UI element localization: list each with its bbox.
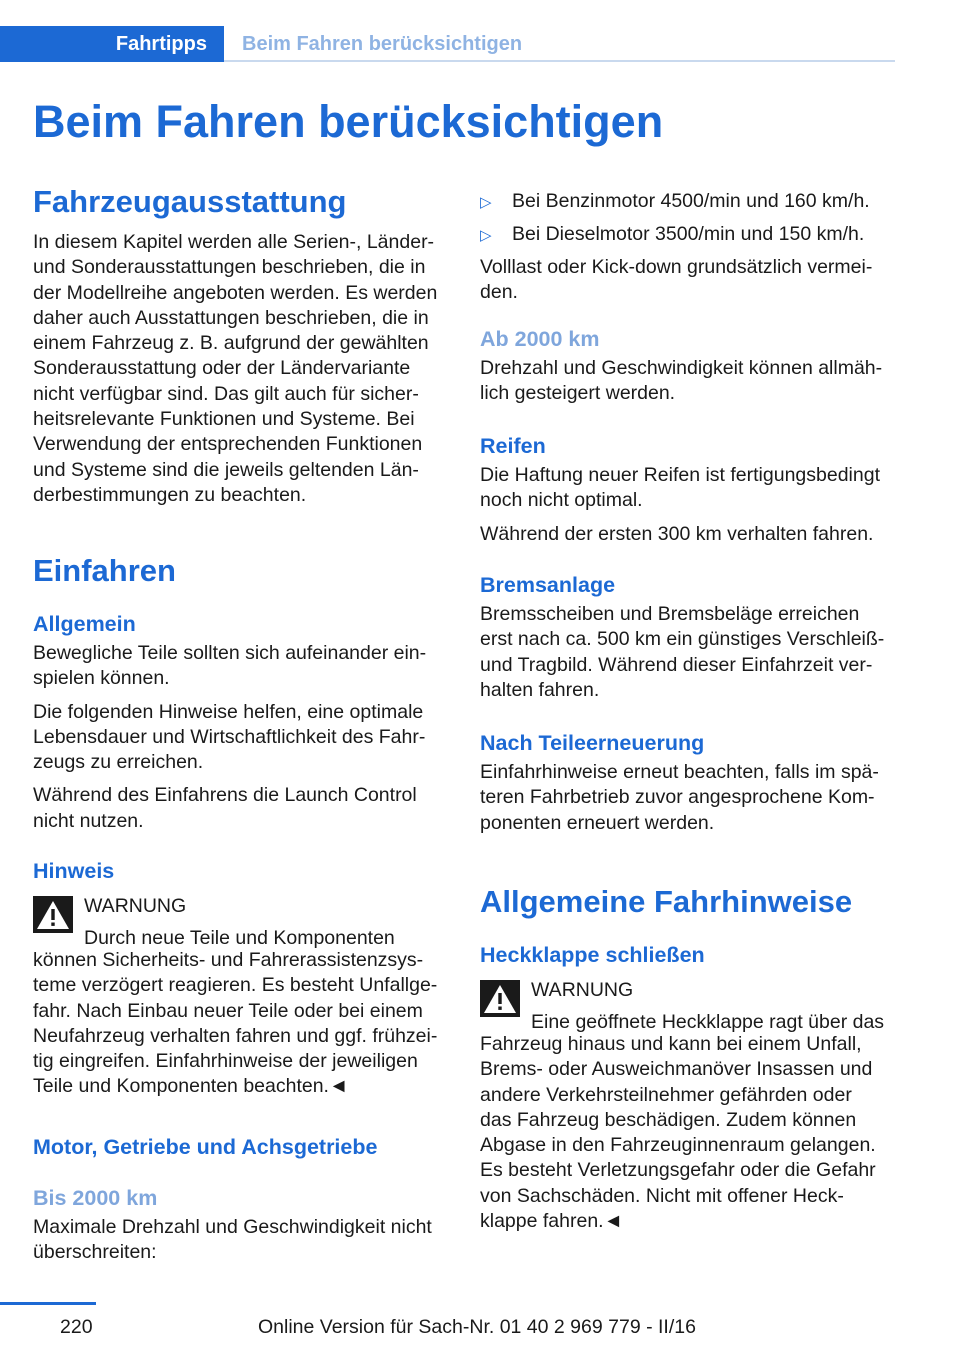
- section-hinweis: [33, 858, 447, 1100]
- text-line: Brems- oder Ausweichmanöver Insassen und: [480, 1058, 873, 1081]
- list-item: [480, 222, 894, 248]
- section-heckklappe: [480, 942, 894, 1234]
- bullet-list: [480, 189, 894, 306]
- text-line: derbestimmungen zu beachten.: [33, 483, 307, 506]
- fahrzeug-text: [33, 230, 447, 508]
- warning-label: [531, 978, 884, 1035]
- text-line: überschreiten:: [33, 1241, 157, 1264]
- text-line: Bremsscheiben und Bremsbeläge erreichen: [480, 603, 860, 625]
- online-version-note: Online Version für Sach-Nr. 01 40 2 969 779 - II/16: [258, 1316, 696, 1338]
- heading-bis2000: Bis 2000 km: [33, 1186, 158, 1210]
- text-line: den.: [480, 281, 518, 304]
- text-line: Verwendung der entsprechenden Funktionen: [33, 433, 423, 456]
- text-line: Fahrzeug hinaus und kann bei einem Unfall,: [480, 1033, 862, 1055]
- text-line: nicht nutzen.: [33, 809, 144, 832]
- bullet-arrow-icon: ▷: [480, 194, 492, 211]
- text-line: Die folgenden Hinweise helfen, eine optimale: [33, 700, 424, 723]
- text-line: Lebensdauer und Wirtschaftlichkeit des Fahr-: [33, 725, 426, 748]
- warning-header: [33, 894, 447, 949]
- text-line: fahr. Nach Einbau neuer Teile oder bei einem: [33, 999, 423, 1022]
- text-line: das Fahrzeug beschädigen. Zudem können: [480, 1108, 857, 1131]
- heading-einfahren: Einfahren: [33, 553, 176, 588]
- text-line: klappe fahren.◄: [480, 1210, 623, 1233]
- text-line: heitsrelevante Funktionen und Systeme. Bei: [33, 408, 415, 431]
- list-item: [480, 189, 894, 215]
- text-line: Volllast oder Kick-down grundsätzlich vermei-: [480, 256, 873, 278]
- warning-icon: [480, 980, 520, 1017]
- warning-title: WARNUNG: [531, 979, 634, 1001]
- text-line: Bewegliche Teile sollten sich aufeinander ein-: [33, 642, 427, 664]
- heading-motor: Motor, Getriebe und Achsgetriebe: [33, 1135, 378, 1159]
- footer-rule: [0, 1302, 96, 1305]
- text-line: von Sachschäden. Nicht mit offener Heck-: [480, 1184, 844, 1207]
- text-line: daher auch Ausstattungen beschrieben, die in: [33, 306, 429, 329]
- heading-teileerneuerung: Nach Teileerneuerung: [480, 731, 705, 755]
- text-line: teren Fahrbetrieb zuvor angesprochene Kom-: [480, 786, 875, 809]
- heading-reifen: Reifen: [480, 434, 546, 458]
- warning-title: WARNUNG: [84, 895, 187, 917]
- text-line: und Sonderausstattungen beschrieben, die in: [33, 256, 426, 279]
- text-line: zeugs zu erreichen.: [33, 751, 204, 774]
- header-bar: [0, 26, 895, 62]
- section-teileerneuerung: [480, 730, 894, 836]
- text-line: Drehzahl und Geschwindigkeit können allmäh-: [480, 357, 883, 379]
- text-line: ponenten erneuert werden.: [480, 811, 715, 834]
- text-line: Sonderausstattung oder der Ländervariante: [33, 357, 411, 380]
- text-line: Es besteht Verletzungsgefahr oder die Gefahr: [480, 1159, 876, 1182]
- heading-hinweis: Hinweis: [33, 859, 115, 883]
- bullet-text: Bei Dieselmotor 3500/min und 150 km/h.: [512, 223, 865, 245]
- section-allgemeine-fahrhinweise: [480, 884, 894, 920]
- section-ab2000: [480, 326, 894, 407]
- heading-heckklappe: Heckklappe schließen: [480, 943, 705, 967]
- warning-header: [480, 978, 894, 1033]
- text-line: Teile und Komponenten beachten.◄: [33, 1075, 349, 1098]
- text-line: und Tragbild. Während dieser Einfahrzeit ver-: [480, 653, 873, 676]
- warning-label: [84, 894, 395, 951]
- text-line: spielen können.: [33, 667, 170, 690]
- section-bremsanlage: [480, 572, 894, 703]
- heading-fahrzeugausstattung: Fahrzeugausstattung: [33, 184, 347, 219]
- text-line: andere Verkehrsteilnehmer gefährden oder: [480, 1083, 852, 1106]
- text-line: teme verzögert reagieren. Es besteht Unfallge-: [33, 974, 438, 997]
- text-line: erst nach ca. 500 km ein günstiges Verschleiß-: [480, 628, 885, 651]
- page-number: 220: [60, 1316, 93, 1338]
- text-line: lich gesteigert werden.: [480, 382, 676, 405]
- text-line: nicht verfügbar sind. Das gilt auch für sicher-: [33, 382, 419, 405]
- section-reifen: [480, 433, 894, 547]
- text-line: einem Fahrzeug z. B. aufgrund der gewählten: [33, 332, 429, 355]
- text-line: Abgase in den Fahrzeuginnenraum gelangen.: [480, 1134, 876, 1157]
- section-fahrzeugausstattung: [33, 184, 447, 508]
- text-line: noch nicht optimal.: [480, 489, 643, 512]
- heading-allgemeine-fahrhinweise: Allgemeine Fahrhinweise: [480, 884, 853, 919]
- heading-allgemein: Allgemein: [33, 612, 136, 636]
- header-divider: [224, 60, 895, 62]
- section-allgemein: [33, 611, 447, 834]
- page-title: Beim Fahren berücksichtigen: [33, 96, 664, 147]
- text-line: Während der ersten 300 km verhalten fahren.: [480, 522, 874, 545]
- section-einfahren: [33, 553, 447, 589]
- warning-icon: [33, 896, 73, 933]
- heading-ab2000: Ab 2000 km: [480, 327, 600, 351]
- warning-first-line: Eine geöffnete Heckklappe ragt über das: [531, 1011, 885, 1033]
- section-tab[interactable]: Fahrtipps: [0, 26, 224, 62]
- text-line: tig eingreifen. Einfahrhinweise der jeweiligen: [33, 1050, 418, 1073]
- text-line: Während des Einfahrens die Launch Control: [33, 784, 417, 807]
- bullet-arrow-icon: ▷: [480, 227, 492, 244]
- heading-bremsanlage: Bremsanlage: [480, 573, 616, 597]
- warning-first-line: Durch neue Teile und Komponenten: [84, 927, 395, 949]
- section-motor: [33, 1134, 447, 1160]
- text-line: und Systeme sind die jeweils geltenden Län-: [33, 458, 419, 481]
- text-line: Die Haftung neuer Reifen ist fertigungsbedingt: [480, 464, 880, 486]
- text-line: können Sicherheits- und Fahrerassistenzsys-: [33, 949, 424, 971]
- text-line: Einfahrhinweise erneut beachten, falls im spä-: [480, 761, 879, 783]
- text-line: Neufahrzeug verhalten fahren und ggf. frühzei-: [33, 1024, 438, 1047]
- bullet-text: Bei Benzinmotor 4500/min und 160 km/h.: [512, 190, 870, 212]
- text-line: Maximale Drehzahl und Geschwindigkeit nicht: [33, 1216, 432, 1238]
- text-line: der Modellreihe angeboten werden. Es werden: [33, 281, 438, 304]
- text-line: In diesem Kapitel werden alle Serien-, Länder-: [33, 231, 435, 253]
- section-bis2000: [33, 1185, 447, 1266]
- text-line: halten fahren.: [480, 678, 600, 701]
- chapter-tab[interactable]: Beim Fahren berücksichtigen: [242, 32, 523, 55]
